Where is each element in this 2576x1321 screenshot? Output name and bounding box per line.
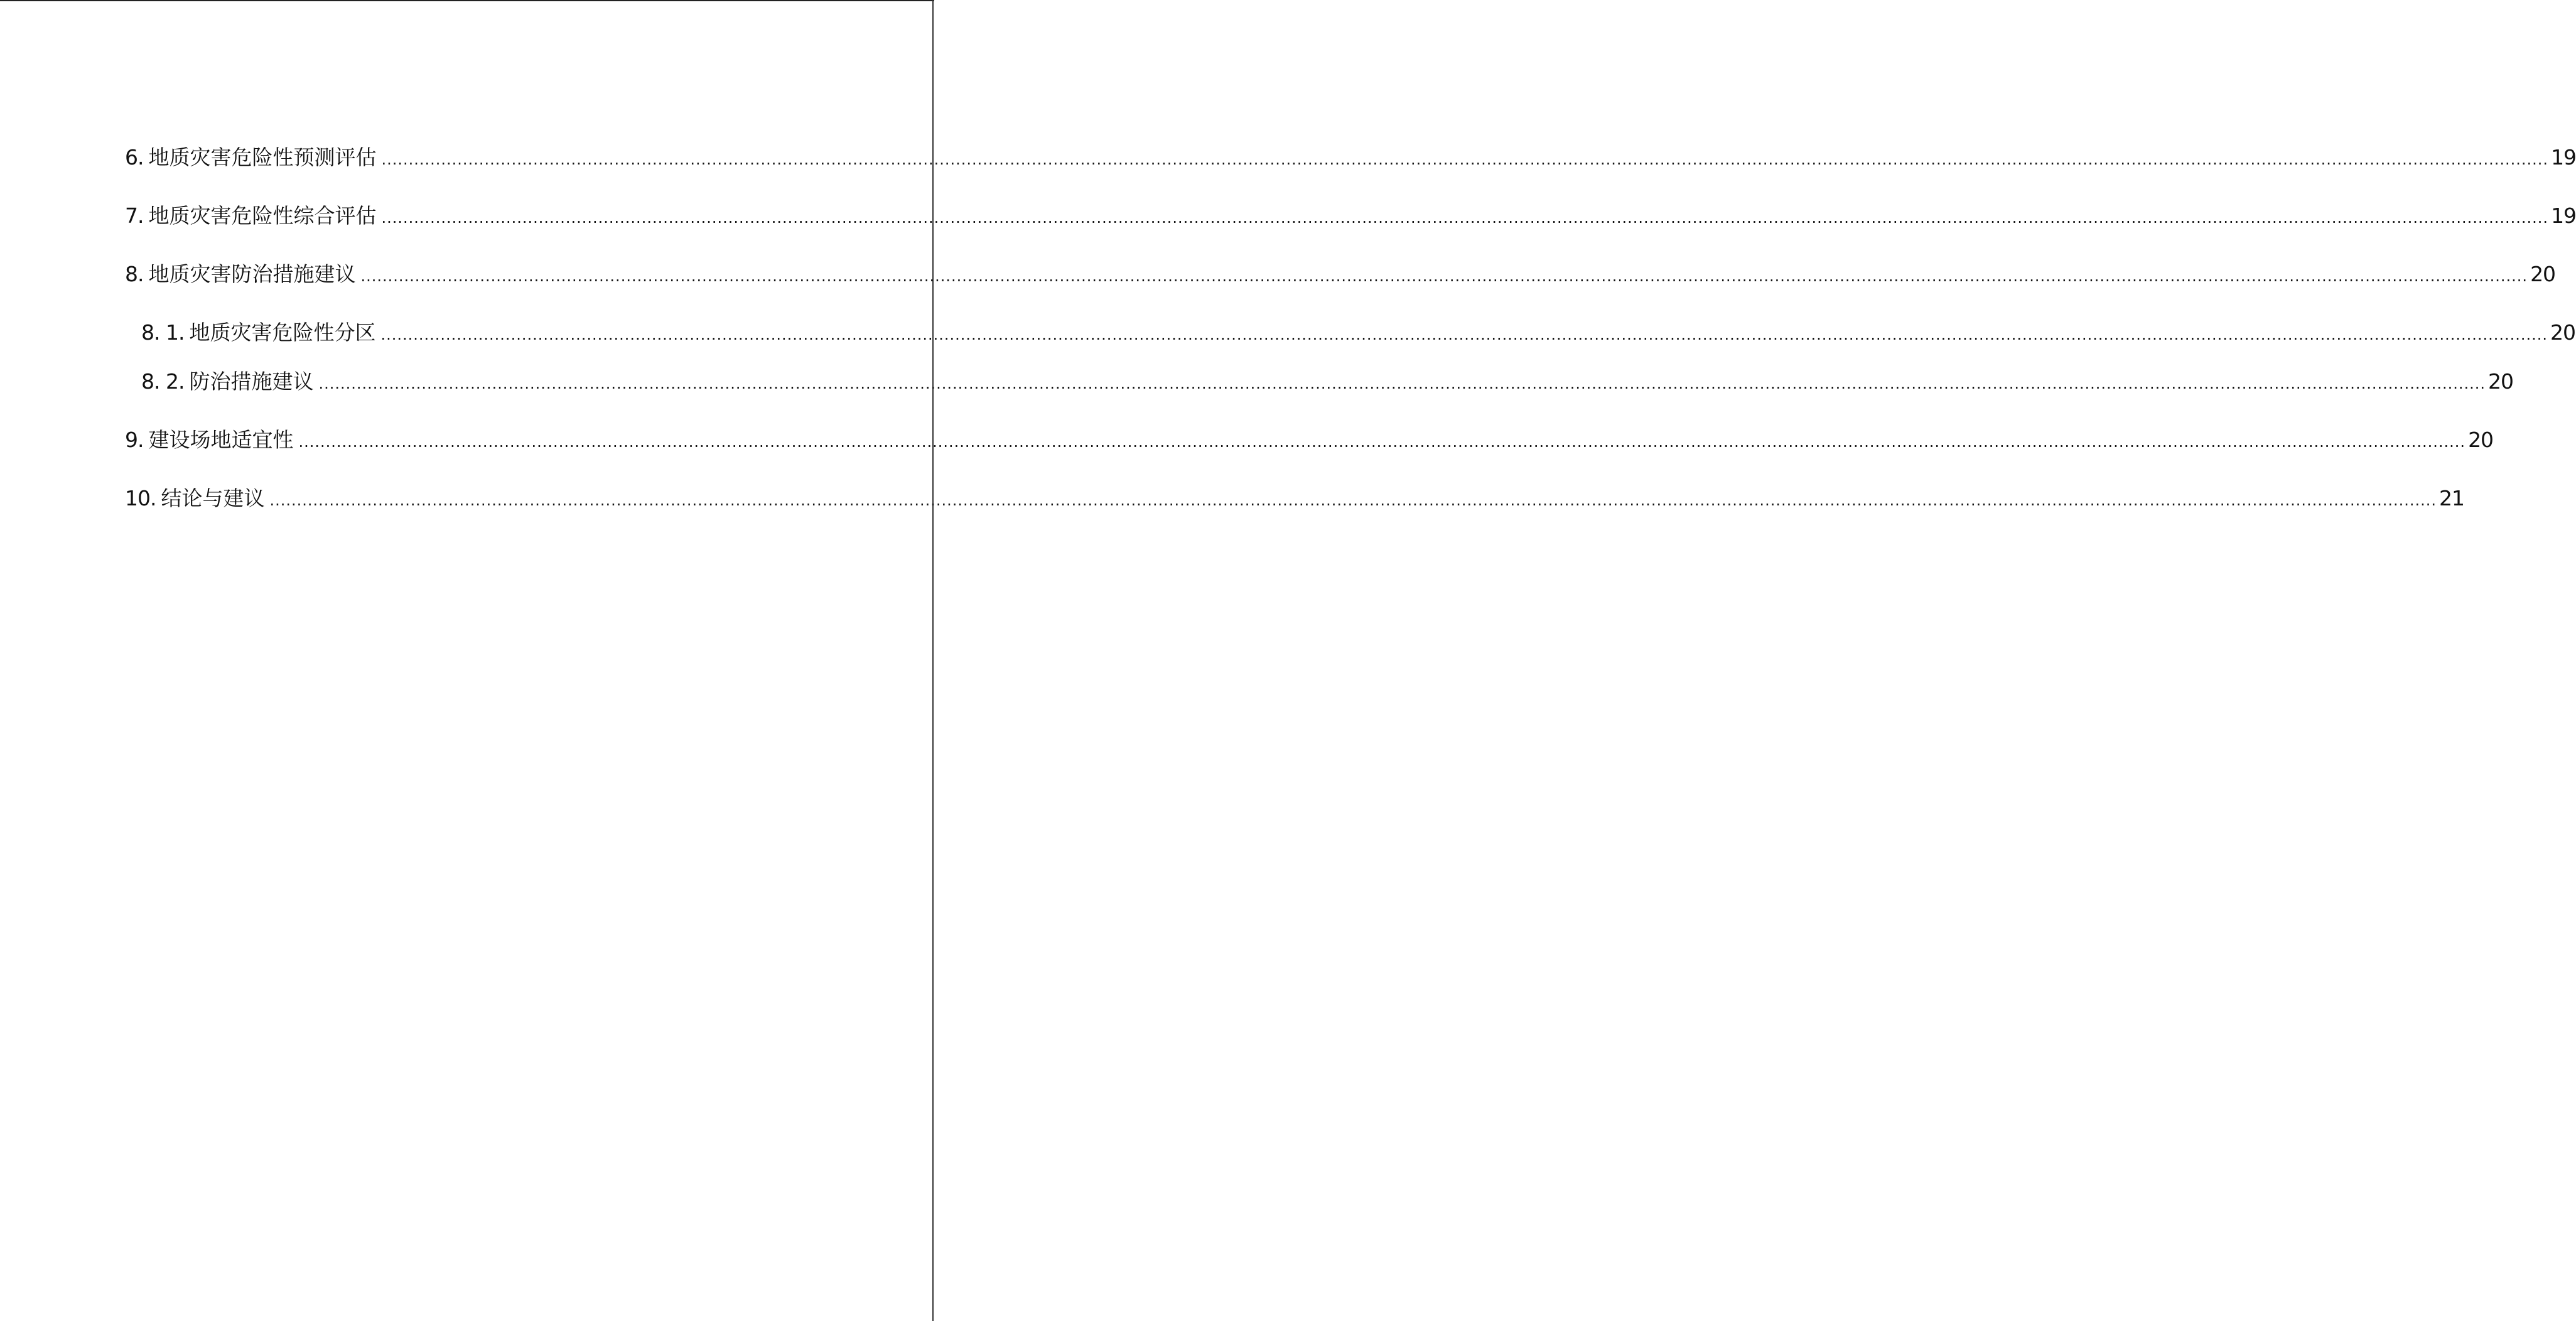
- toc-dot-leader: ................................................................................................................................................................................................................................................................................................................................................................................................................: [318, 375, 2486, 392]
- toc-entry-title: 地质灾害危险性综合评估: [148, 203, 377, 228]
- toc-dot-leader: ................................................................................................................................................................................................................................................................................................................................................................................................................: [380, 326, 2548, 343]
- toc-entry-number: 8.: [125, 262, 144, 286]
- toc-dot-leader: ................................................................................................................................................................................................................................................................................................................................................................................................................: [298, 433, 2466, 451]
- toc-entry-7[interactable]: [125, 203, 2576, 229]
- toc-entry-page: 19: [2551, 203, 2576, 228]
- toc-dot-leader: ................................................................................................................................................................................................................................................................................................................................................................................................................: [381, 151, 2549, 168]
- toc-entry-title: 地质灾害危险性预测评估: [148, 145, 377, 170]
- toc-entry-8-1[interactable]: [141, 320, 2576, 345]
- toc-dot-leader: ................................................................................................................................................................................................................................................................................................................................................................................................................: [360, 267, 2528, 285]
- toc-entry-page: 20: [2550, 320, 2576, 345]
- toc-entry-title: 防治措施建议: [189, 369, 314, 394]
- toc-dot-leader: ................................................................................................................................................................................................................................................................................................................................................................................................................: [269, 492, 2437, 509]
- toc-entry-title: 地质灾害危险性分区: [189, 320, 376, 345]
- toc-entry-number: 6.: [125, 145, 144, 170]
- toc-entry-page: 21: [2439, 486, 2465, 510]
- toc-entry-8[interactable]: [125, 262, 2556, 287]
- toc-entry-page: 20: [2530, 262, 2556, 286]
- toc-entry-number: 9.: [125, 428, 144, 452]
- toc-entry-page: 19: [2551, 145, 2576, 170]
- toc-entry-9[interactable]: [125, 428, 2494, 453]
- toc-entry-number: 10.: [125, 486, 156, 510]
- toc-entry-title: 结论与建议: [161, 486, 265, 510]
- toc-entry-page: 20: [2468, 428, 2494, 452]
- page-border-right: [932, 0, 934, 1321]
- toc-entry-page: 20: [2488, 369, 2514, 394]
- toc-dot-leader: ................................................................................................................................................................................................................................................................................................................................................................................................................: [381, 209, 2549, 227]
- toc-entry-title: 建设场地适宜性: [148, 428, 294, 452]
- toc-entry-10[interactable]: [125, 486, 2465, 511]
- toc-entry-title: 地质灾害防治措施建议: [148, 262, 356, 286]
- toc-entry-number: 8. 1.: [141, 320, 185, 345]
- toc-entry-6[interactable]: [125, 145, 2576, 170]
- toc-entry-number: 8. 2.: [141, 369, 185, 394]
- toc-entry-8-2[interactable]: [141, 369, 2514, 394]
- page-border-top: [0, 0, 934, 1]
- toc-entry-number: 7.: [125, 203, 144, 228]
